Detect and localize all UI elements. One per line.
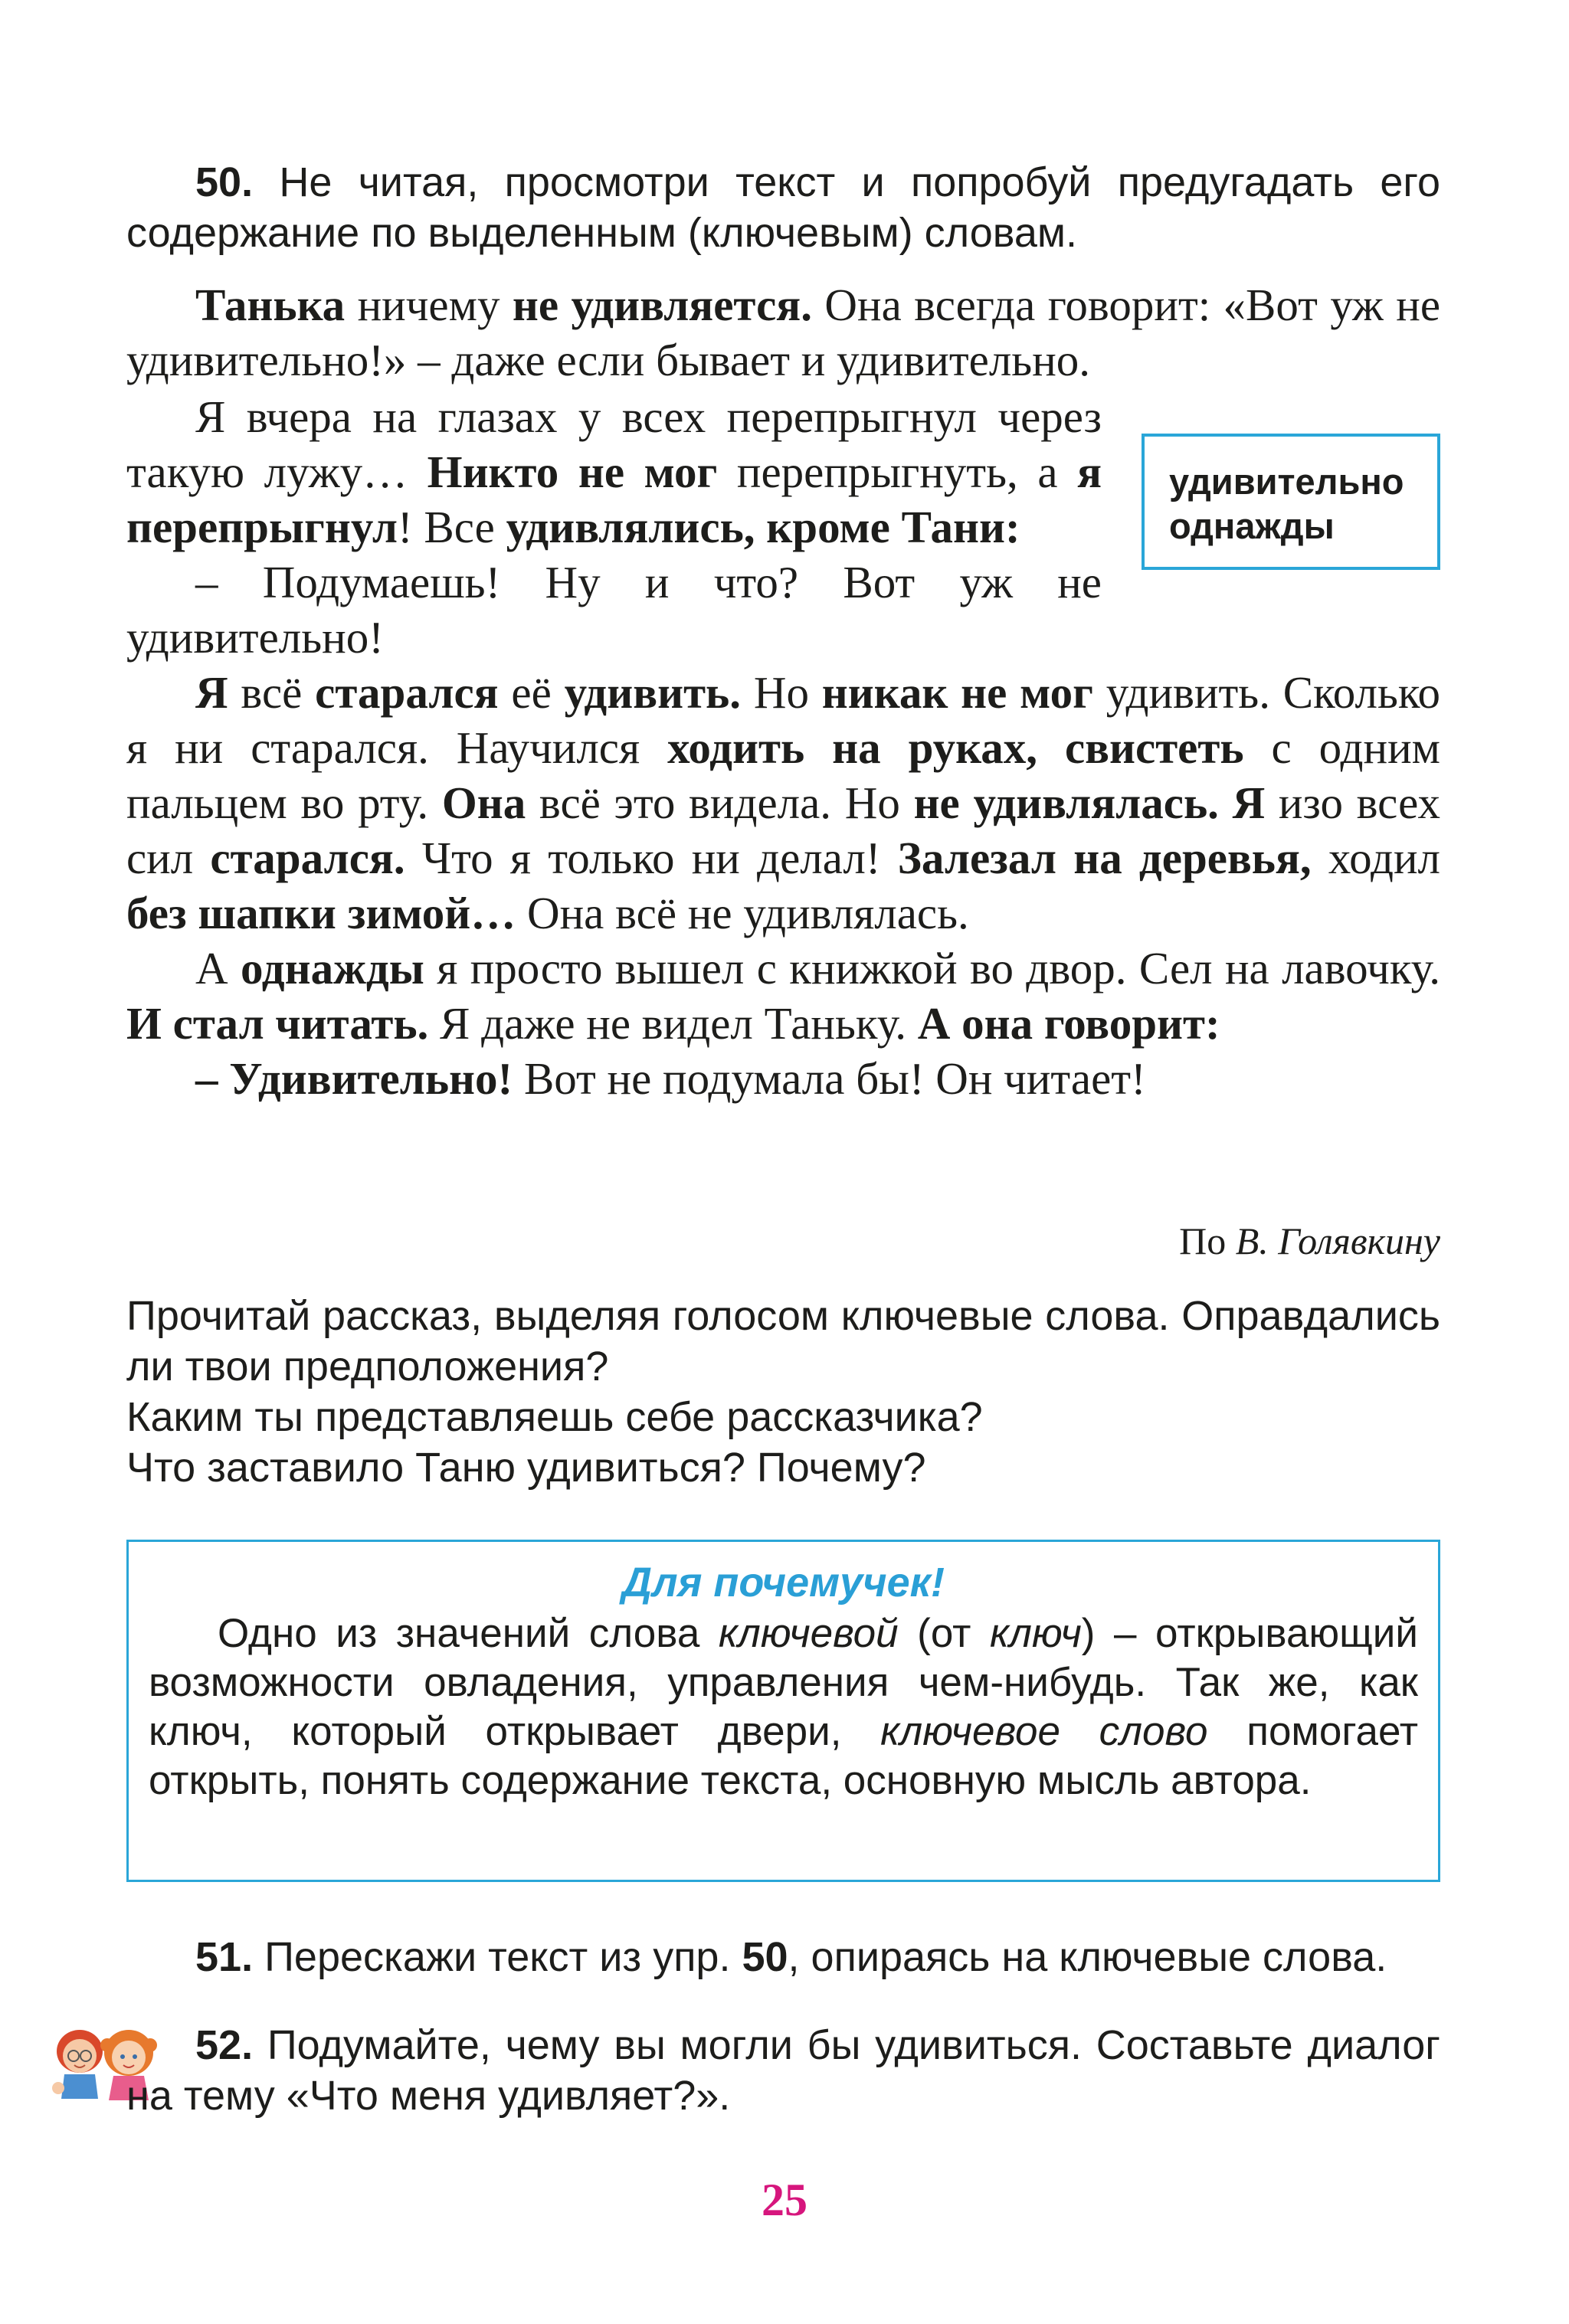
info-box-title: Для почемучек! bbox=[621, 1560, 945, 1606]
text-run: (от bbox=[898, 1611, 990, 1656]
text-run: А bbox=[195, 943, 241, 993]
italic-term: ключевое слово bbox=[880, 1709, 1208, 1754]
keyword-text: старался. bbox=[210, 833, 405, 883]
exercise-number: 51. bbox=[195, 1934, 254, 1980]
story-paragraph-4 bbox=[126, 665, 1440, 941]
text-run: – Подумаешь! Ну и что? Вот уж не удивительно! bbox=[126, 557, 1102, 663]
keyword-2: однажды bbox=[1169, 506, 1335, 546]
story-paragraph-1 bbox=[126, 277, 1440, 388]
text-run: её bbox=[498, 667, 565, 718]
keyword-text: удивлялись, кроме Тани: bbox=[506, 502, 1020, 552]
exercise-number: 50. bbox=[195, 159, 254, 205]
text-run: перепрыгнуть, а bbox=[717, 447, 1078, 497]
story-paragraph-3 bbox=[126, 555, 1440, 665]
keyword-text: я перепрыгнул bbox=[126, 447, 1102, 552]
text-run bbox=[162, 998, 173, 1049]
text-run: Вот не подумала бы! Он читает! bbox=[513, 1053, 1146, 1104]
questions bbox=[126, 1291, 1440, 1493]
text-run: ничему bbox=[345, 280, 513, 330]
keyword-text: Она bbox=[441, 777, 526, 828]
keyword-text: Я bbox=[195, 667, 228, 718]
text-run: помогает открыть, понять содержание текста, основную мысль автора. bbox=[149, 1709, 1418, 1803]
info-box bbox=[126, 1540, 1440, 1882]
attribution: По В. Голявкину bbox=[1179, 1219, 1440, 1262]
keyword-text: не удивляется. bbox=[512, 280, 812, 330]
text-run: Что я только ни делал! bbox=[405, 833, 898, 883]
exercise-51: 51. Перескажи текст из упр. 50, опираясь на ключевые слова. bbox=[195, 1934, 1387, 1980]
info-box-text bbox=[149, 1609, 1418, 1805]
question-3: Что заставило Таню удивиться? Почему? bbox=[126, 1445, 926, 1491]
exercise-ref: 50 bbox=[742, 1934, 788, 1980]
text-run: удивить. Сколько я ни старался. Научился bbox=[126, 667, 1441, 773]
page-number: 25 bbox=[762, 2175, 807, 2225]
keyword-text: старался bbox=[315, 667, 499, 718]
italic-term: ключ bbox=[989, 1611, 1082, 1656]
keyword-text: без шапки зимой… bbox=[126, 888, 516, 938]
text-run: Я вчера на глазах у всех перепрыгнул через такую лужу… bbox=[126, 391, 1102, 497]
keyword-text: никак не мог bbox=[821, 667, 1093, 718]
keyword-text: Никто не мог bbox=[427, 447, 718, 497]
keyword-text: однажды bbox=[240, 943, 424, 993]
exercise-text: Подумайте, чему вы могли бы удивиться. Составьте диалог на тему «Что меня удивляет?». bbox=[126, 2022, 1440, 2119]
text-run: Но bbox=[741, 667, 822, 718]
question-1: Прочитай рассказ, выделяя голосом ключевые слова. Оправдались ли твои предположения? bbox=[126, 1293, 1440, 1389]
story-paragraph-5 bbox=[126, 941, 1440, 1051]
text-run: всё bbox=[228, 667, 316, 718]
exercise-text: Не читая, просмотри текст и попробуй предугадать его содержание по выделенным (ключевым) словам. bbox=[126, 159, 1440, 256]
keyword-text: удивить. bbox=[564, 667, 742, 718]
keyword-text: Залезал на деревья, bbox=[897, 833, 1312, 883]
text-run: ! Все bbox=[397, 502, 506, 552]
text-run: я просто вышел с книжкой во двор. Сел на лавочку. bbox=[424, 943, 1441, 993]
text-run: Она всегда говорит: «Вот уж не удивительно!» – даже если бывает и удивительно. bbox=[126, 280, 1441, 385]
italic-term: ключевой bbox=[718, 1611, 899, 1656]
text-run: ходил bbox=[1311, 833, 1440, 883]
text-run: всё это видела. Но bbox=[526, 777, 914, 828]
question-2: Каким ты представляешь себе рассказчика? bbox=[126, 1394, 983, 1440]
text-run: с одним пальцем во рту. bbox=[126, 722, 1440, 828]
keyword-text: И bbox=[126, 998, 162, 1049]
text-run: Я даже не видел Таньку. bbox=[428, 998, 918, 1049]
keyword-text: стал читать. bbox=[172, 998, 429, 1049]
text-run: ) – открывающий возможности овладения, управления чем-нибудь. Так же, как ключ, который открывает двери, bbox=[149, 1611, 1418, 1754]
exercise-50 bbox=[126, 157, 1440, 258]
author-name: В. Голявкину bbox=[1235, 1219, 1440, 1262]
keyword-text: Танька bbox=[195, 280, 346, 330]
keyword-1: удивительно bbox=[1169, 461, 1404, 502]
story-paragraph-6 bbox=[126, 1051, 1440, 1106]
keyword-text: – Удивительно! bbox=[195, 1053, 513, 1104]
keywords-box bbox=[1142, 434, 1440, 570]
story-body bbox=[126, 389, 1440, 1106]
exercise-52 bbox=[126, 2020, 1440, 2121]
text-run: Одно из значений слова bbox=[218, 1611, 719, 1656]
keyword-text: А она говорит: bbox=[917, 998, 1220, 1049]
text-run: изо всех сил bbox=[126, 777, 1440, 883]
keyword-text: не удивлялась. Я bbox=[913, 777, 1266, 828]
keyword-text: ходить на руках, свистеть bbox=[667, 722, 1244, 773]
exercise-number: 52. bbox=[195, 2022, 254, 2068]
text-run: Она всё не удивлялась. bbox=[516, 888, 969, 938]
